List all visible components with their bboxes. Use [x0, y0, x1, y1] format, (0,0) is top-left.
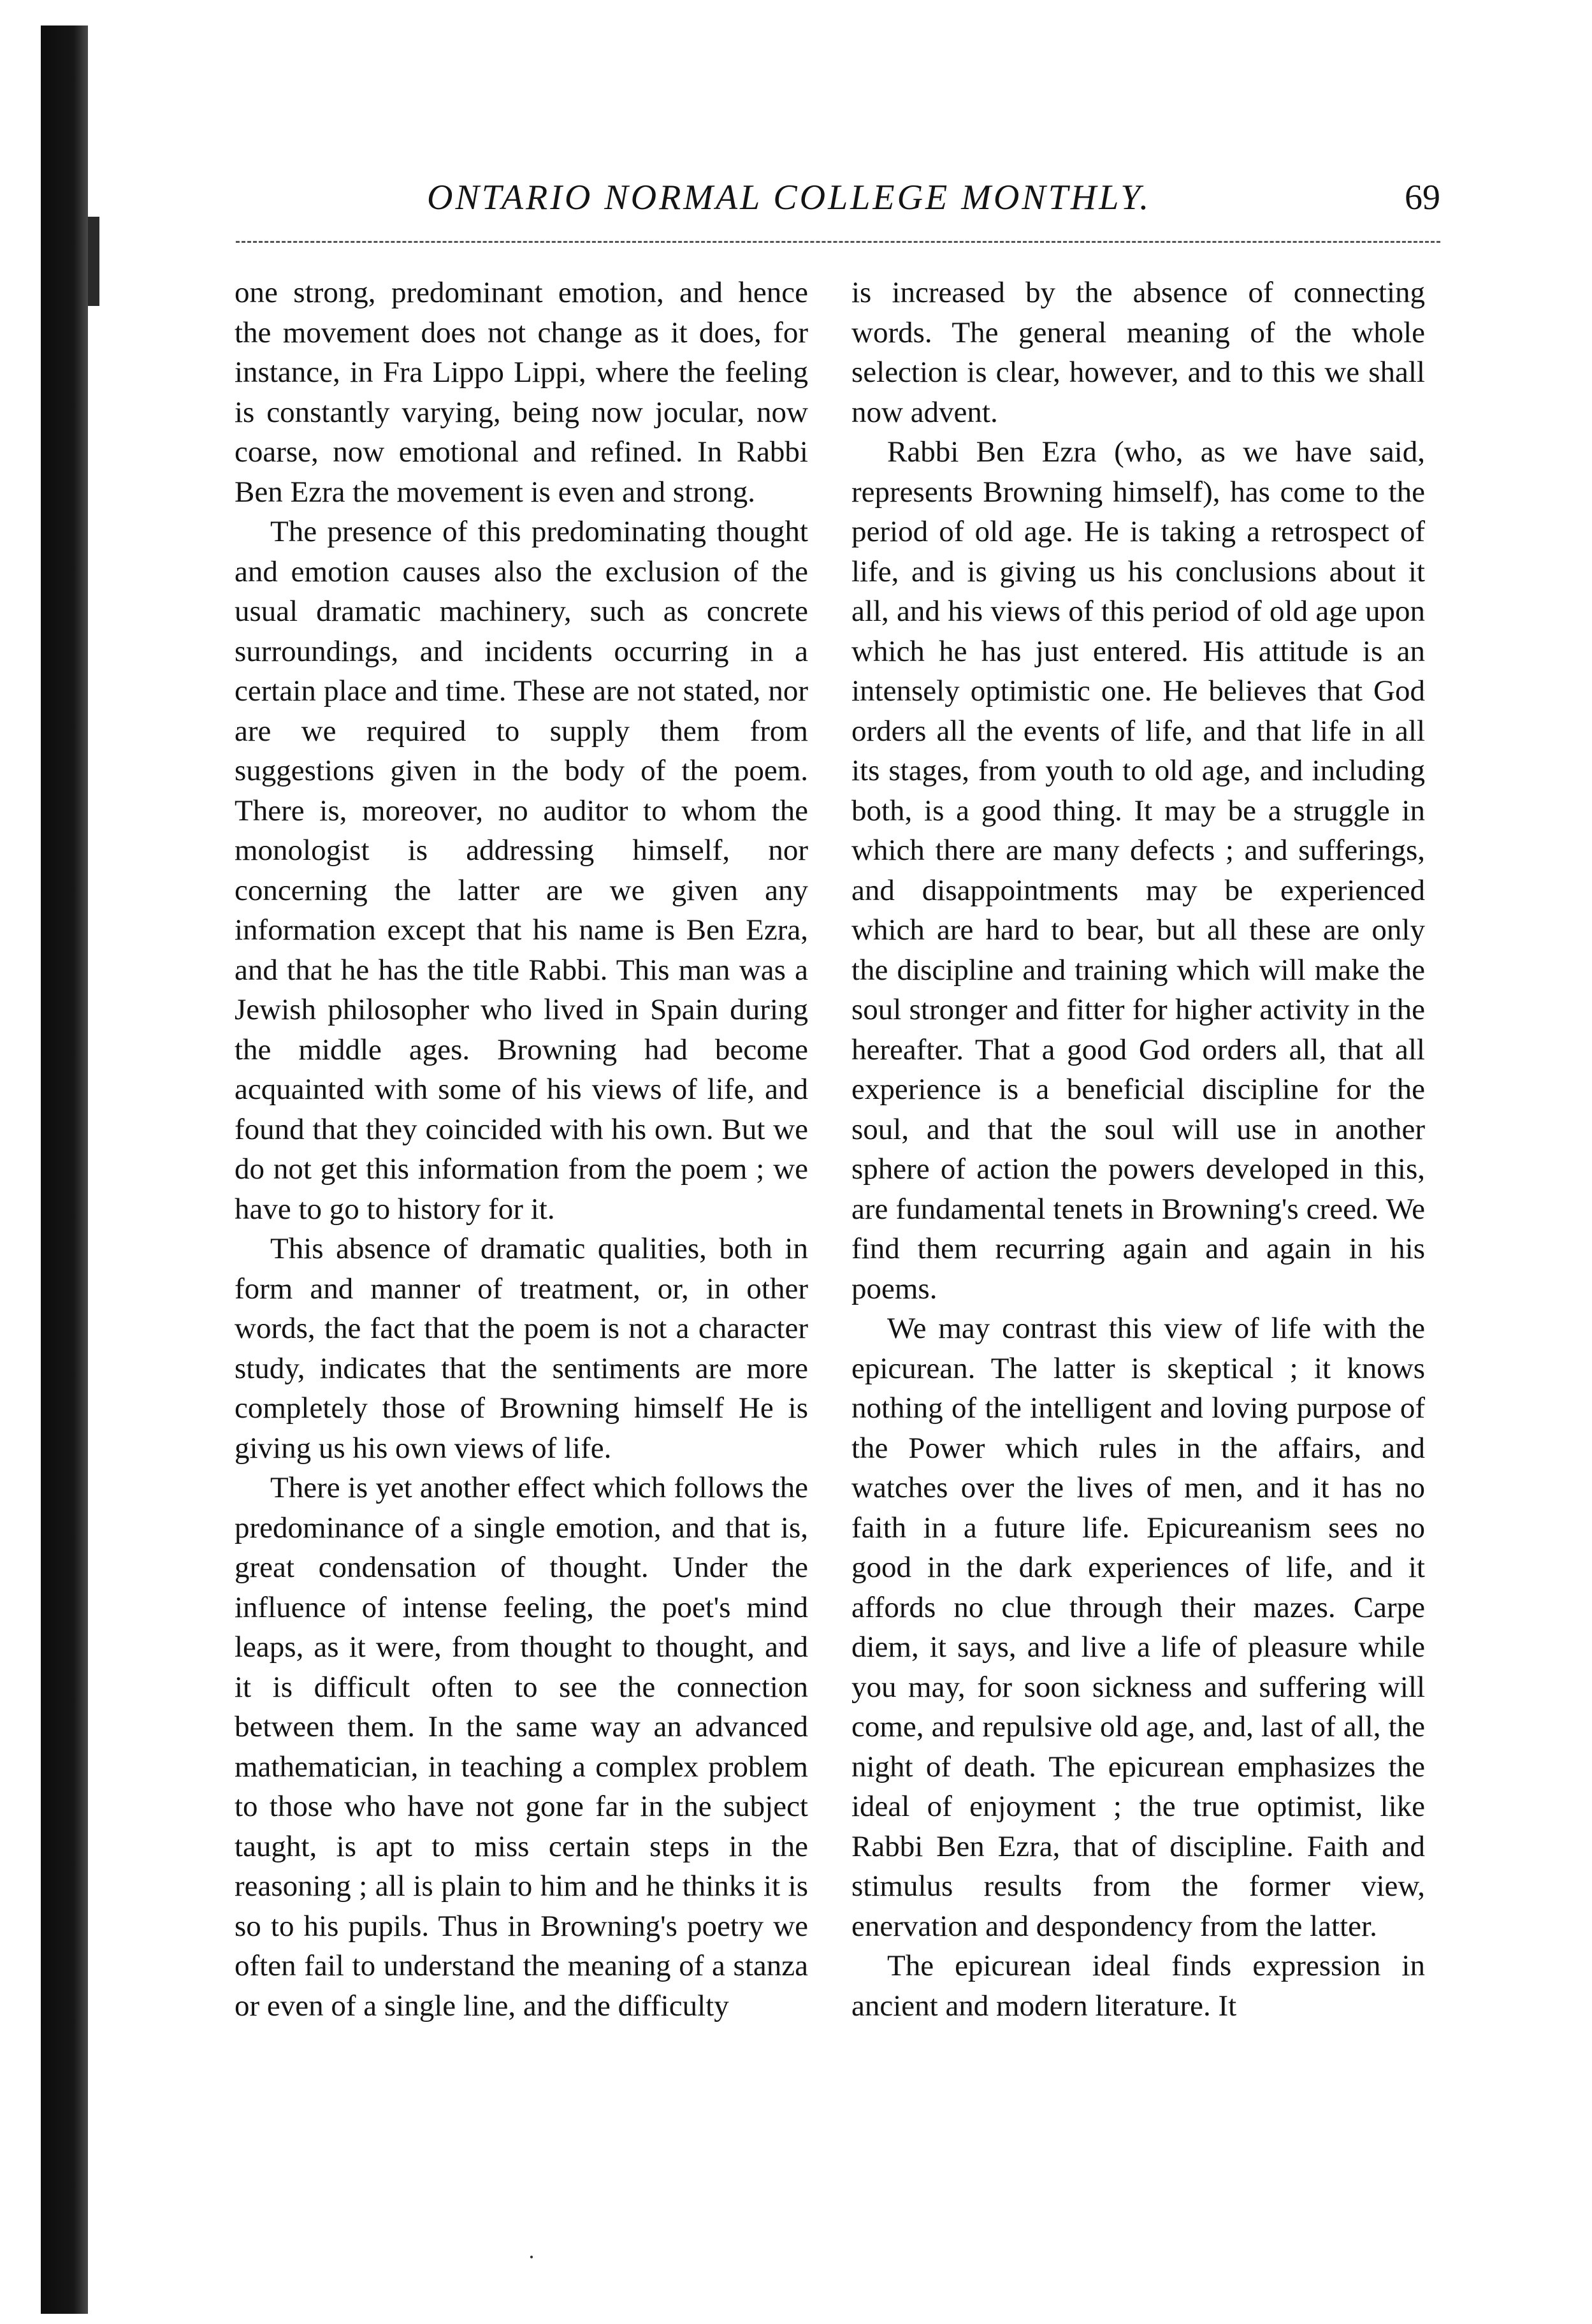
right-column [851, 273, 1425, 2026]
scan-speck: · [528, 2244, 535, 2270]
left-column [235, 273, 808, 2026]
header-rule [236, 241, 1440, 243]
scan-binding-edge [41, 25, 88, 2314]
paragraph: There is yet another effect which follows the predominance of a single emotion, and that is, great condensation of thought. Under the influence of intense feeling, the poet's mind leaps, as it were, from thought to thought, and it is difficult often to see the connection between them. In the same way an advanced mathematician, in teaching a complex problem to those who have not gone far in the subject taught, is apt to miss certain steps in the reasoning ; all is plain to him and he thinks it is so to his pupils. Thus in Browning's poetry we often fail to understand the meaning of a stanza or even of a single line, and the difficulty [235, 1471, 808, 2023]
running-title: ONTARIO NORMAL COLLEGE MONTHLY. [427, 178, 1152, 217]
paragraph: The presence of this predominating thought and emotion causes also the exclusion of the usual dramatic machinery, such as concrete surroundings, and incidents occurring in a certain place and time. These are not stated, nor are we required to supply them from suggestions given in the body of the poem. There is, moreover, no auditor to whom the monologist is addressing himself, nor concerning the latter are we given any information except that his name is Ben Ezra, and that he has the title Rabbi. This man was a Jewish philosopher who lived in Spain during the middle ages. Browning had become acquainted with some of his views of life, and found that they coincided with his own. But we do not get this information from the poem ; we have to go to history for it. [235, 515, 808, 1226]
paragraph: The epicurean ideal finds expression in ancient and modern literature. It [851, 1949, 1425, 2023]
page-header [236, 177, 1440, 228]
paragraph: one strong, predominant emotion, and hence the movement does not change as it does, for instance, in Fra Lippo Lippi, where the feeling is constantly varying, being now jocular, now coarse, now emotional and refined. In Rabbi Ben Ezra the movement is even and strong. [235, 276, 808, 509]
paragraph: Rabbi Ben Ezra (who, as we have said, represents Browning himself), has come to the period of old age. He is taking a retrospect of life, and is giving us his conclusions about it all, and his views of this period of old age upon which he has just entered. His attitude is an intensely optimistic one. He believes that God orders all the events of life, and that life in all its stages, from youth to old age, and including both, is a good thing. It may be a struggle in which there are many defects ; and sufferings, and disappointments may be experienced which are hard to bear, but all these are only the discipline and training which will make the soul stronger and fitter for higher activity in the hereafter. That a good God orders all, that all experience is a beneficial discipline for the soul, and that the soul will use in another sphere of action the powers developed in this, are fundamental tenets in Browning's creed. We find them recurring again and again in his poems. [851, 435, 1425, 1305]
page-number: 69 [1405, 178, 1440, 217]
paragraph: This absence of dramatic qualities, both in form and manner of treatment, or, in other words, the fact that the poem is not a character study, indicates that the sentiments are more completely those of Browning himself He is giving us his own views of life. [235, 1232, 808, 1465]
paragraph: We may contrast this view of life with the epicurean. The latter is skeptical ; it knows nothing of the intelligent and loving purpose of the Power which rules in the affairs, and watches over the lives of men, and it has no faith in a future life. Epicureanism sees no good in the dark experiences of life, and it affords no clue through their mazes. Carpe diem, it says, and live a life of pleasure while you may, for soon sickness and suffering will come, and repulsive old age, and, last of all, the night of death. The epicurean emphasizes the ideal of enjoyment ; the true optimist, like Rabbi Ben Ezra, that of discipline. Faith and stimulus results from the former view, enervation and despondency from the latter. [851, 1312, 1425, 1943]
paragraph: is increased by the absence of connecting words. The general meaning of the whole selection is clear, however, and to this we shall now advent. [851, 276, 1425, 429]
